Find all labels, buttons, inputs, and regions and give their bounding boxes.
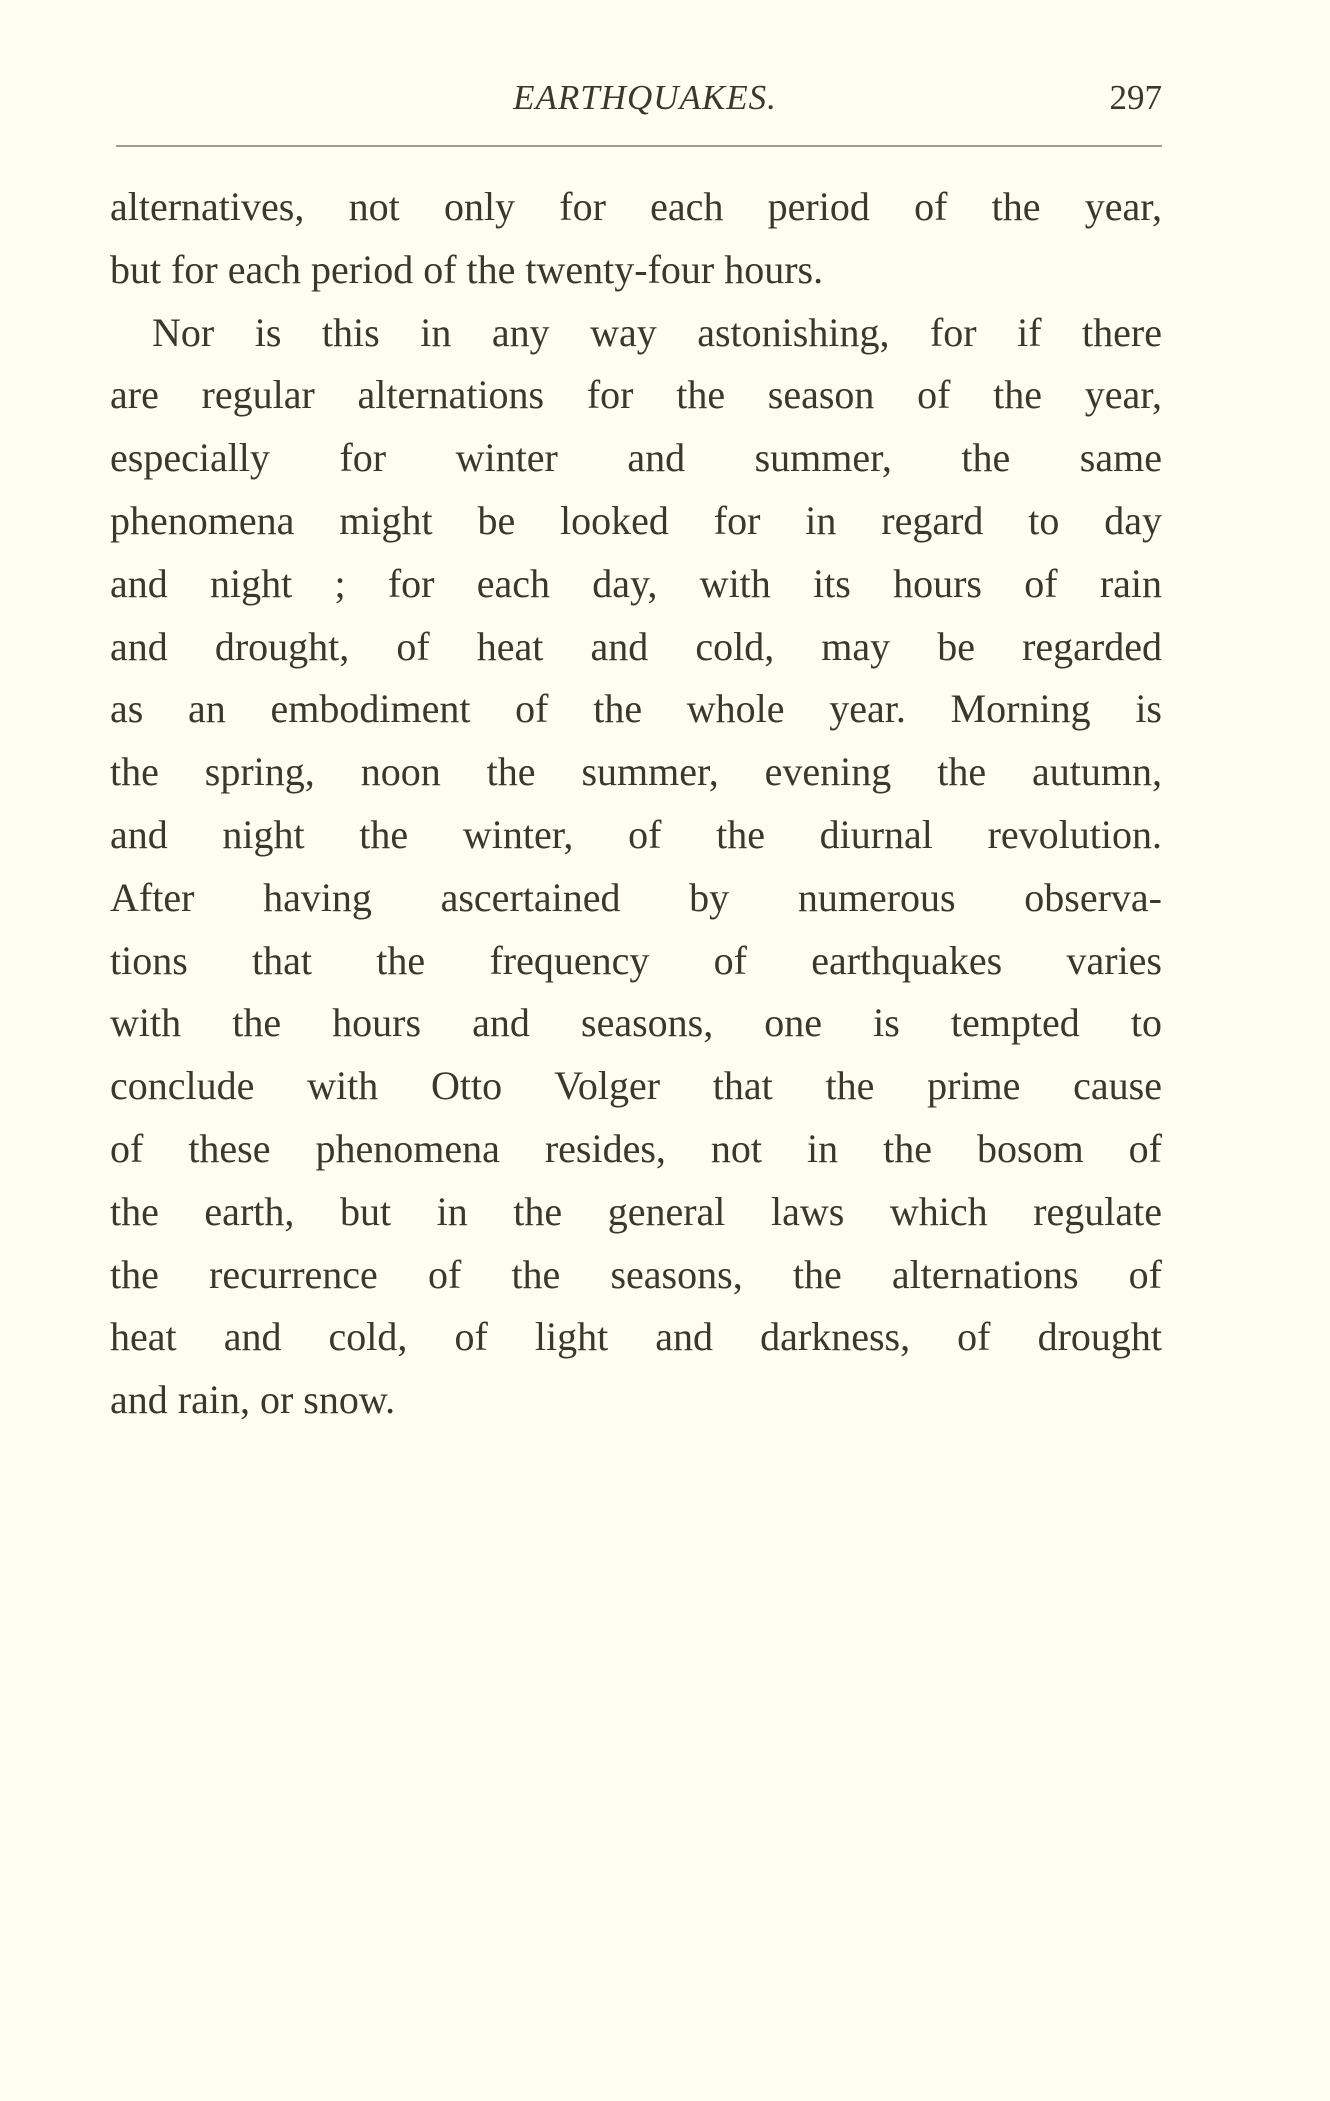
text-line: tions that the frequency of earthquakes varies (110, 937, 1162, 983)
page-number: 297 (1109, 78, 1162, 117)
text-line: Nor is this in any way astonishing, for if there (152, 309, 1162, 355)
text-line: the recurrence of the seasons, the alternations of (110, 1251, 1162, 1297)
text-line: and rain, or snow. (110, 1377, 396, 1423)
text-line: the spring, noon the summer, evening the autumn, (110, 749, 1162, 795)
text-line: especially for winter and summer, the same (110, 435, 1162, 481)
text-line: the earth, but in the general laws which regulate (110, 1188, 1162, 1234)
text-line: conclude with Otto Volger that the prime cause (110, 1063, 1162, 1109)
text-line: as an embodiment of the whole year. Morning is (110, 686, 1162, 732)
text-line: phenomena might be looked for in regard to day (110, 497, 1162, 543)
text-line: heat and cold, of light and darkness, of drought (110, 1314, 1162, 1360)
text-line: but for each period of the twenty-four hours. (110, 246, 824, 292)
body-text (110, 176, 1162, 1432)
text-line: and drought, of heat and cold, may be regarded (110, 623, 1162, 669)
text-line: of these phenomena resides, not in the bosom of (110, 1125, 1162, 1171)
text-line: with the hours and seasons, one is tempted to (110, 1000, 1162, 1046)
running-head (0, 78, 1330, 128)
text-line: and night the winter, of the diurnal revolution. (110, 811, 1162, 857)
text-line: are regular alternations for the season of the year, (110, 372, 1162, 418)
running-head-title: EARTHQUAKES. (513, 78, 777, 117)
text-line: and night ; for each day, with its hours of rain (110, 560, 1162, 606)
text-line: alternatives, not only for each period of the year, (110, 184, 1162, 229)
header-rule (116, 145, 1162, 147)
text-line: After having ascertained by numerous observa- (110, 874, 1162, 920)
